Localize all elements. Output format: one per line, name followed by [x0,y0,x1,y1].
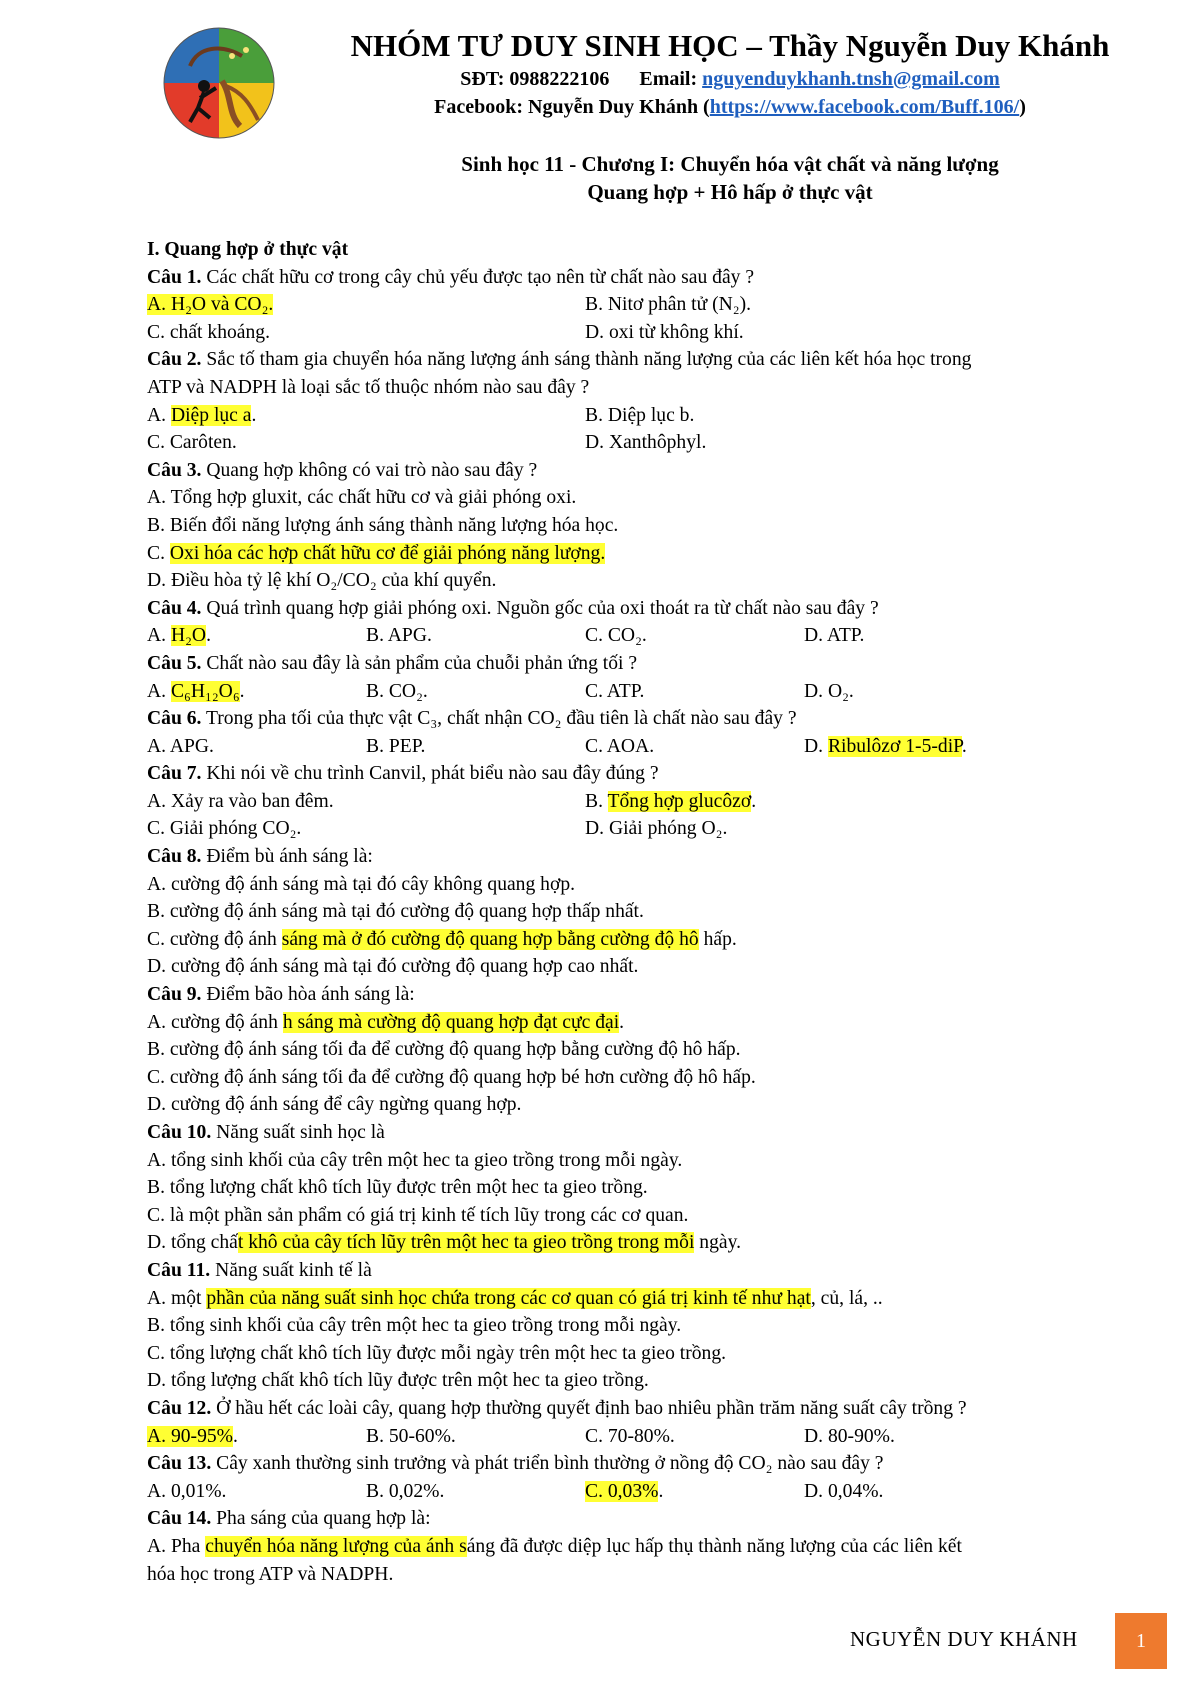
option-b: B. Tổng hợp glucôzơ. [585,790,757,812]
option-a: A. Diệp lục a. [147,404,257,426]
options-row [147,1423,1177,1451]
option-a: A. APG. [147,735,214,757]
question-6 [147,705,1177,733]
options-row [147,429,1177,457]
question-label: Câu 12. [147,1397,212,1419]
options-row [147,319,1177,347]
option-a: A. một phần của năng suất sinh học chứa trong các cơ quan có giá trị kinh tế như hạt, củ, lá, .. [147,1287,883,1309]
question-text: Quang hợp không có vai trò nào sau đây ? [206,459,538,481]
question-2 [147,346,1177,374]
question-label: Câu 6. [147,708,202,730]
option-b: B. Biến đổi năng lượng ánh sáng thành năng lượng hóa học. [147,514,619,536]
question-10 [147,1119,1177,1147]
option-b: B. cường độ ánh sáng tối đa để cường độ quang hợp bằng cường độ hô hấp. [147,1039,741,1061]
question-text: Khi nói về chu trình Canvil, phát biểu nào sau đây đúng ? [206,763,659,785]
question-text: Năng suất kinh tế là [215,1259,372,1281]
question-text: Trong pha tối của thực vật C₃, chất nhận CO₂ đầu tiên là chất nào sau đây ? [206,708,797,730]
option-c: C. tổng lượng chất khô tích lũy được mỗi ngày trên một hec ta gieo trồng. [147,1342,727,1364]
option-c: C. là một phần sản phẩm có giá trị kinh tế tích lũy trong các cơ quan. [147,1204,689,1226]
question-text: Năng suất sinh học là [216,1122,385,1143]
header-facebook [300,96,1160,119]
question-9 [147,981,1177,1009]
question-label: Câu 10. [147,1122,212,1143]
facebook-suffix: ) [1019,96,1026,118]
question-label: Câu 8. [147,846,202,868]
option-a: A. C₆H₁₂O₆. [147,680,245,702]
facebook-prefix: Facebook: Nguyễn Duy Khánh ( [434,96,710,118]
option-d: D. 80-90%. [804,1425,895,1447]
option-b: B. cường độ ánh sáng mà tại đó cường độ quang hợp thấp nhất. [147,901,644,923]
email-link[interactable]: nguyenduykhanh.tnsh@gmail.com [702,68,1000,90]
question-text-cont: ATP và NADPH là loại sắc tố thuộc nhóm nào sau đây ? [147,376,590,398]
option-a: A. H₂O. [147,625,211,647]
option-b: B. Diệp lục b. [585,404,695,426]
option-a: A. H₂O và CO₂. [147,294,274,316]
option-a: A. 0,01%. [147,1480,227,1502]
option-b: B. CO₂. [366,680,428,702]
question-text: Quá trình quang hợp giải phóng oxi. Nguồn gốc của oxi thoát ra từ chất nào sau đây ? [206,597,879,619]
question-label: Câu 14. [147,1508,212,1530]
option-a: A. tổng sinh khối của cây trên một hec ta gieo trồng trong mỗi ngày. [147,1149,683,1171]
option-d: D. oxi từ không khí. [585,321,744,343]
group-logo [162,26,276,140]
options-row [147,291,1177,319]
question-text: Cây xanh thường sinh trưởng và phát triển bình thường ở nồng độ CO₂ nào sau đây ? [216,1453,884,1475]
option-c: C. AOA. [585,735,655,757]
options-row [147,815,1177,843]
option-b: B. APG. [366,625,432,647]
question-label: Câu 7. [147,763,202,785]
question-label: Câu 1. [147,266,202,288]
option-c: C. Oxi hóa các hợp chất hữu cơ để giải phóng năng lượng. [147,542,606,564]
option-c: C. cường độ ánh sáng mà ở đó cường độ quang hợp bằng cường độ hô hấp. [147,928,737,950]
page-number: 1 [1115,1613,1167,1669]
option-b: B. tổng lượng chất khô tích lũy được trên một hec ta gieo trồng. [147,1177,648,1199]
question-label: Câu 2. [147,349,202,371]
option-a: A. Xảy ra vào ban đêm. [147,790,334,812]
option-d: D. cường độ ánh sáng để cây ngừng quang hợp. [147,1094,522,1116]
option-c: C. Giải phóng CO₂. [147,818,302,840]
option-a: A. Pha chuyển hóa năng lượng của ánh sáng đã được diệp lục hấp thụ thành năng lượng của các liên kết [147,1535,962,1557]
question-1 [147,264,1177,292]
option-a-cont: hóa học trong ATP và NADPH. [147,1563,394,1585]
option-b: B. 0,02%. [366,1480,445,1502]
options-row [147,402,1177,430]
question-text: Pha sáng của quang hợp là: [216,1508,431,1530]
option-c: C. chất khoáng. [147,321,270,343]
header-title: NHÓM TƯ DUY SINH HỌC – Thầy Nguyễn Duy Khánh [350,28,1110,63]
question-8 [147,843,1177,871]
option-d: D. O₂. [804,680,854,702]
question-list [147,236,1177,1588]
option-d: D. tổng chất khô của cây tích lũy trên một hec ta gieo trồng trong mỗi ngày. [147,1232,742,1254]
option-d: D. tổng lượng chất khô tích lũy được trên một hec ta gieo trồng. [147,1370,649,1392]
option-a: A. cường độ ánh sáng mà tại đó cây không quang hợp. [147,873,576,895]
subtitle-chapter: Sinh học 11 - Chương I: Chuyển hóa vật chất và năng lượng [461,152,999,176]
option-d: D. cường độ ánh sáng mà tại đó cường độ quang hợp cao nhất. [147,956,639,978]
option-b: B. PEP. [366,735,426,757]
option-a: A. 90-95%. [147,1425,238,1447]
question-13 [147,1450,1177,1478]
question-label: Câu 11. [147,1259,211,1281]
facebook-link[interactable]: https://www.facebook.com/Buff.106/ [709,96,1020,118]
option-d: D. 0,04%. [804,1480,884,1502]
question-text: Ở hầu hết các loài cây, quang hợp thường quyết định bao nhiêu phần trăm năng suất cây trồng ? [216,1397,967,1419]
option-c: C. 70-80%. [585,1425,675,1447]
footer-author: NGUYỄN DUY KHÁNH [850,1627,1078,1651]
options-row [147,733,1177,761]
subtitle-topic: Quang hợp + Hô hấp ở thực vật [587,180,873,204]
question-14 [147,1505,1177,1533]
question-11 [147,1257,1177,1285]
question-text: Chất nào sau đây là sản phẩm của chuỗi phản ứng tối ? [206,652,638,674]
option-d: D. Xanthôphyl. [585,432,707,454]
option-d: D. ATP. [804,625,865,647]
question-text: Điểm bù ánh sáng là: [206,846,373,868]
option-a: A. cường độ ánh h sáng mà cường độ quang hợp đạt cực đại. [147,1011,625,1033]
options-row [147,1478,1177,1506]
question-label: Câu 4. [147,597,202,619]
options-row [147,788,1177,816]
option-d: D. Điều hòa tỷ lệ khí O₂/CO₂ của khí quyển. [147,570,497,592]
email-label: Email: [639,68,698,90]
question-7 [147,760,1177,788]
phone-label: SĐT: 0988222106 [460,68,610,90]
option-d: D. Giải phóng O₂. [585,818,728,840]
option-c: C. CO₂. [585,625,647,647]
question-3 [147,457,1177,485]
option-c: C. cường độ ánh sáng tối đa để cường độ quang hợp bé hơn cường độ hô hấp. [147,1066,756,1088]
option-d: D. Ribulôzơ 1-5-diP. [804,735,967,757]
option-c: C. Carôten. [147,432,237,454]
question-5 [147,650,1177,678]
question-label: Câu 13. [147,1453,212,1475]
question-text: Điểm bão hòa ánh sáng là: [206,984,415,1006]
option-c: C. 0,03%. [585,1480,664,1502]
options-row [147,622,1177,650]
option-c: C. ATP. [585,680,645,702]
option-b: B. tổng sinh khối của cây trên một hec ta gieo trồng trong mỗi ngày. [147,1315,682,1337]
question-12 [147,1395,1177,1423]
option-b: B. Nitơ phân tử (N₂). [585,294,752,316]
question-label: Câu 9. [147,984,202,1006]
options-row [147,678,1177,706]
option-b: B. 50-60%. [366,1425,456,1447]
option-a: A. Tổng hợp gluxit, các chất hữu cơ và giải phóng oxi. [147,487,577,509]
question-text: Các chất hữu cơ trong cây chủ yếu được tạo nên từ chất nào sau đây ? [206,266,755,288]
section-title: I. Quang hợp ở thực vật [147,239,349,260]
header-contact [300,68,1160,91]
question-text: Sắc tố tham gia chuyển hóa năng lượng ánh sáng thành năng lượng của các liên kết hóa học trong [206,349,972,371]
question-4 [147,595,1177,623]
question-label: Câu 5. [147,652,202,674]
question-label: Câu 3. [147,459,202,481]
